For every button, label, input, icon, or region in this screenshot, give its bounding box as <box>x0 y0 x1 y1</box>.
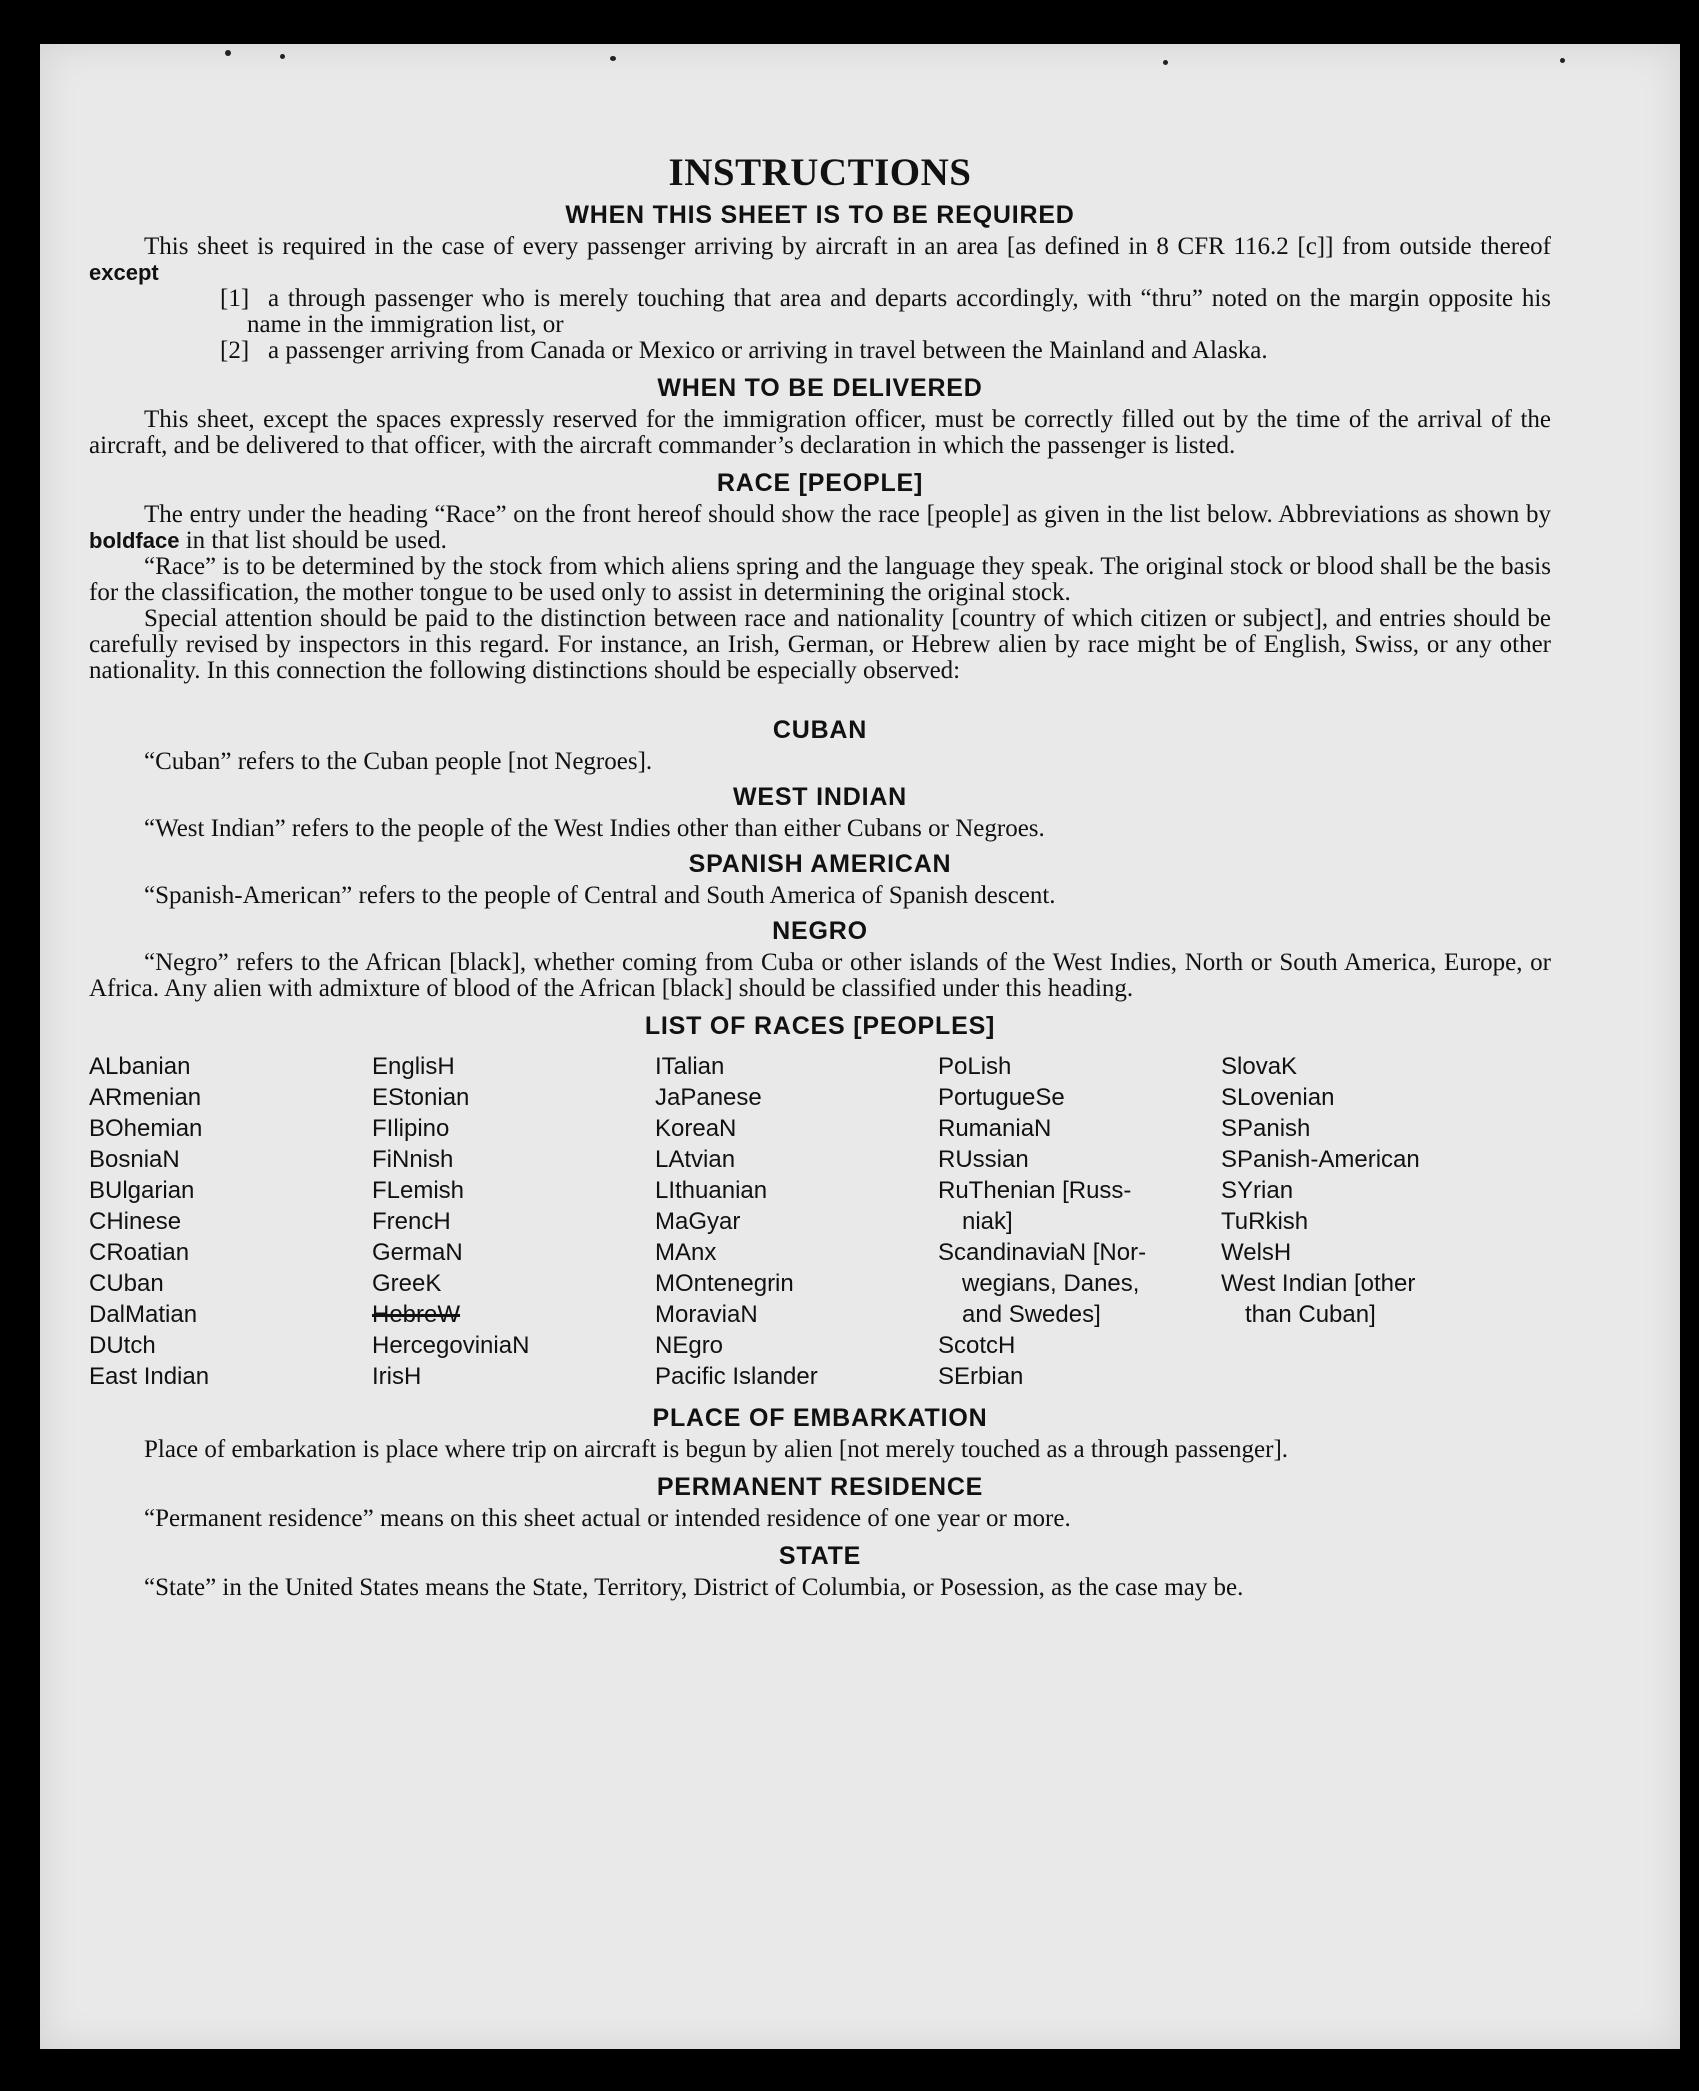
heading-race: RACE [PEOPLE] <box>716 469 924 497</box>
permanent-residence-text: “Permanent residence” means on this sheet actual or intended residence of one year or more. <box>144 1505 1071 1532</box>
race-item: East Indian <box>89 1363 210 1390</box>
race-item: SlovaK <box>1221 1053 1298 1080</box>
race-item: FiNnish <box>372 1146 454 1173</box>
race-item: WelsH <box>1221 1239 1292 1266</box>
race-item: FLemish <box>372 1177 465 1204</box>
race-item: FrencH <box>372 1208 451 1235</box>
race-item-continuation: and Swedes] <box>962 1301 1101 1328</box>
race-item: LAtvian <box>655 1146 736 1173</box>
race-item: SErbian <box>938 1363 1024 1390</box>
race-item: HercegoviniaN <box>372 1332 530 1359</box>
race-item: ALbanian <box>89 1053 191 1080</box>
delivered-text: This sheet, except the spaces expressly reserved for the immigration officer, must be correctly filled out by the time of the arrival of the aircraft, and be delivered to that officer, with the aircraft commander’s declaration in which the passenger is listed. <box>89 406 1551 459</box>
race-item: ITalian <box>655 1053 725 1080</box>
spanish-american-text: “Spanish-American” refers to the people of Central and South America of Spanish descent. <box>144 882 1056 909</box>
race-item: MoraviaN <box>655 1301 758 1328</box>
race-item: JaPanese <box>655 1084 762 1111</box>
race-item: CUban <box>89 1270 164 1297</box>
heading-permanent-residence: PERMANENT RESIDENCE <box>656 1473 984 1501</box>
speck-mark <box>280 54 285 59</box>
race-item: EnglisH <box>372 1053 455 1080</box>
race-item-struck: HebreW <box>372 1301 461 1328</box>
race-item: DUtch <box>89 1332 156 1359</box>
race-item: Pacific Islander <box>655 1363 818 1390</box>
race-item: GreeK <box>372 1270 442 1297</box>
race-item-continuation: than Cuban] <box>1245 1301 1376 1328</box>
race-item: LIthuanian <box>655 1177 768 1204</box>
race-item: PoLish <box>938 1053 1012 1080</box>
speck-mark <box>225 50 231 56</box>
race-column-4 <box>938 1051 1221 1392</box>
race-item: RuThenian [Russ- <box>938 1177 1132 1204</box>
race-item-continuation: wegians, Danes, <box>962 1270 1140 1297</box>
heading-west-indian: WEST INDIAN <box>732 783 908 811</box>
race-item: TuRkish <box>1221 1208 1309 1235</box>
race-column-1 <box>89 1051 372 1392</box>
race-item: KoreaN <box>655 1115 737 1142</box>
heading-spanish-american: SPANISH AMERICAN <box>688 850 952 878</box>
race-item: EStonian <box>372 1084 470 1111</box>
race-item: SPanish-American <box>1221 1146 1420 1173</box>
race-item: RUssian <box>938 1146 1029 1173</box>
race-item: IrisH <box>372 1363 422 1390</box>
race-item-continuation: niak] <box>962 1208 1013 1235</box>
race-item: DalMatian <box>89 1301 198 1328</box>
race-item: NEgro <box>655 1332 724 1359</box>
race-item: CHinese <box>89 1208 182 1235</box>
race-item: ScandinaviaN [Nor- <box>938 1239 1147 1266</box>
heading-state: STATE <box>778 1542 862 1570</box>
heading-negro: NEGRO <box>772 917 868 945</box>
required-item-1: [1] a through passenger who is merely touching that area and departs accordingly, with “thru” noted on the margin opposite his name in the immigration list, or <box>220 285 1551 338</box>
race-item: RumaniaN <box>938 1115 1052 1142</box>
required-intro: This sheet is required in the case of every passenger arriving by aircraft in an area [as defined in 8 CFR 116.2 [c]] from outside thereof except <box>89 233 1551 285</box>
race-paragraph-1: The entry under the heading “Race” on the front hereof should show the race [people] as given in the list below. Abbreviations as shown by boldface in that list should be used. <box>89 501 1551 554</box>
west-indian-text: “West Indian” refers to the people of the West Indies other than either Cubans or Negroes. <box>144 815 1045 842</box>
race-item: MAnx <box>655 1239 717 1266</box>
embarkation-text: Place of embarkation is place where trip on aircraft is begun by alien [not merely touched as a through passenger]. <box>144 1436 1289 1463</box>
cuban-text: “Cuban” refers to the Cuban people [not Negroes]. <box>144 748 653 775</box>
heading-required: WHEN THIS SHEET IS TO BE REQUIRED <box>565 201 1075 229</box>
race-item: CRoatian <box>89 1239 190 1266</box>
required-item-2: [2] a passenger arriving from Canada or Mexico or arriving in travel between the Mainland and Alaska. <box>220 337 1268 364</box>
race-column-5 <box>1221 1051 1521 1392</box>
race-item: GermaN <box>372 1239 463 1266</box>
race-item: ScotcH <box>938 1332 1016 1359</box>
race-column-3 <box>655 1051 938 1392</box>
race-column-2 <box>372 1051 655 1392</box>
race-item: SPanish <box>1221 1115 1311 1142</box>
race-item: PortugueSe <box>938 1084 1065 1111</box>
race-item: West Indian [other <box>1221 1270 1416 1297</box>
negro-text: “Negro” refers to the African [black], whether coming from Cuba or other islands of the West Indies, North or South America, Europe, or Africa. Any alien with admixture of blood of the African [black] should be classified under this heading. <box>89 949 1551 1002</box>
speck-mark <box>1163 60 1168 65</box>
heading-list-of-races: LIST OF RACES [PEOPLES] <box>644 1012 996 1040</box>
heading-embarkation: PLACE OF EMBARKATION <box>652 1404 988 1432</box>
race-item: BOhemian <box>89 1115 203 1142</box>
instructions-content <box>89 110 1551 1601</box>
speck-mark <box>1560 58 1565 63</box>
race-item: BUlgarian <box>89 1177 195 1204</box>
race-item: SYrian <box>1221 1177 1294 1204</box>
race-paragraph-2: “Race” is to be determined by the stock from which aliens spring and the language they speak. The original stock or blood shall be the basis for the classification, the mother tongue to be used only to assist in determining the original stock. <box>89 553 1551 606</box>
heading-cuban: CUBAN <box>772 716 868 744</box>
race-list <box>89 1051 1551 1392</box>
race-paragraph-3: Special attention should be paid to the distinction between race and nationality [country of which citizen or subject], and entries should be carefully revised by inspectors in this regard. For instance, an Irish, German, or Hebrew alien by race might be of English, Swiss, or any other nationality. In this connection the following distinctions should be especially observed: <box>89 605 1551 684</box>
speck-mark <box>610 56 616 61</box>
race-item: ARmenian <box>89 1084 202 1111</box>
race-item: BosniaN <box>89 1146 180 1173</box>
race-item: MOntenegrin <box>655 1270 794 1297</box>
race-item: MaGyar <box>655 1208 741 1235</box>
race-item: SLovenian <box>1221 1084 1335 1111</box>
race-item: FIlipino <box>372 1115 450 1142</box>
state-text: “State” in the United States means the State, Territory, District of Columbia, or Posession, as the case may be. <box>144 1574 1244 1601</box>
heading-delivered: WHEN TO BE DELIVERED <box>657 374 983 402</box>
page-title: INSTRUCTIONS <box>668 151 972 194</box>
